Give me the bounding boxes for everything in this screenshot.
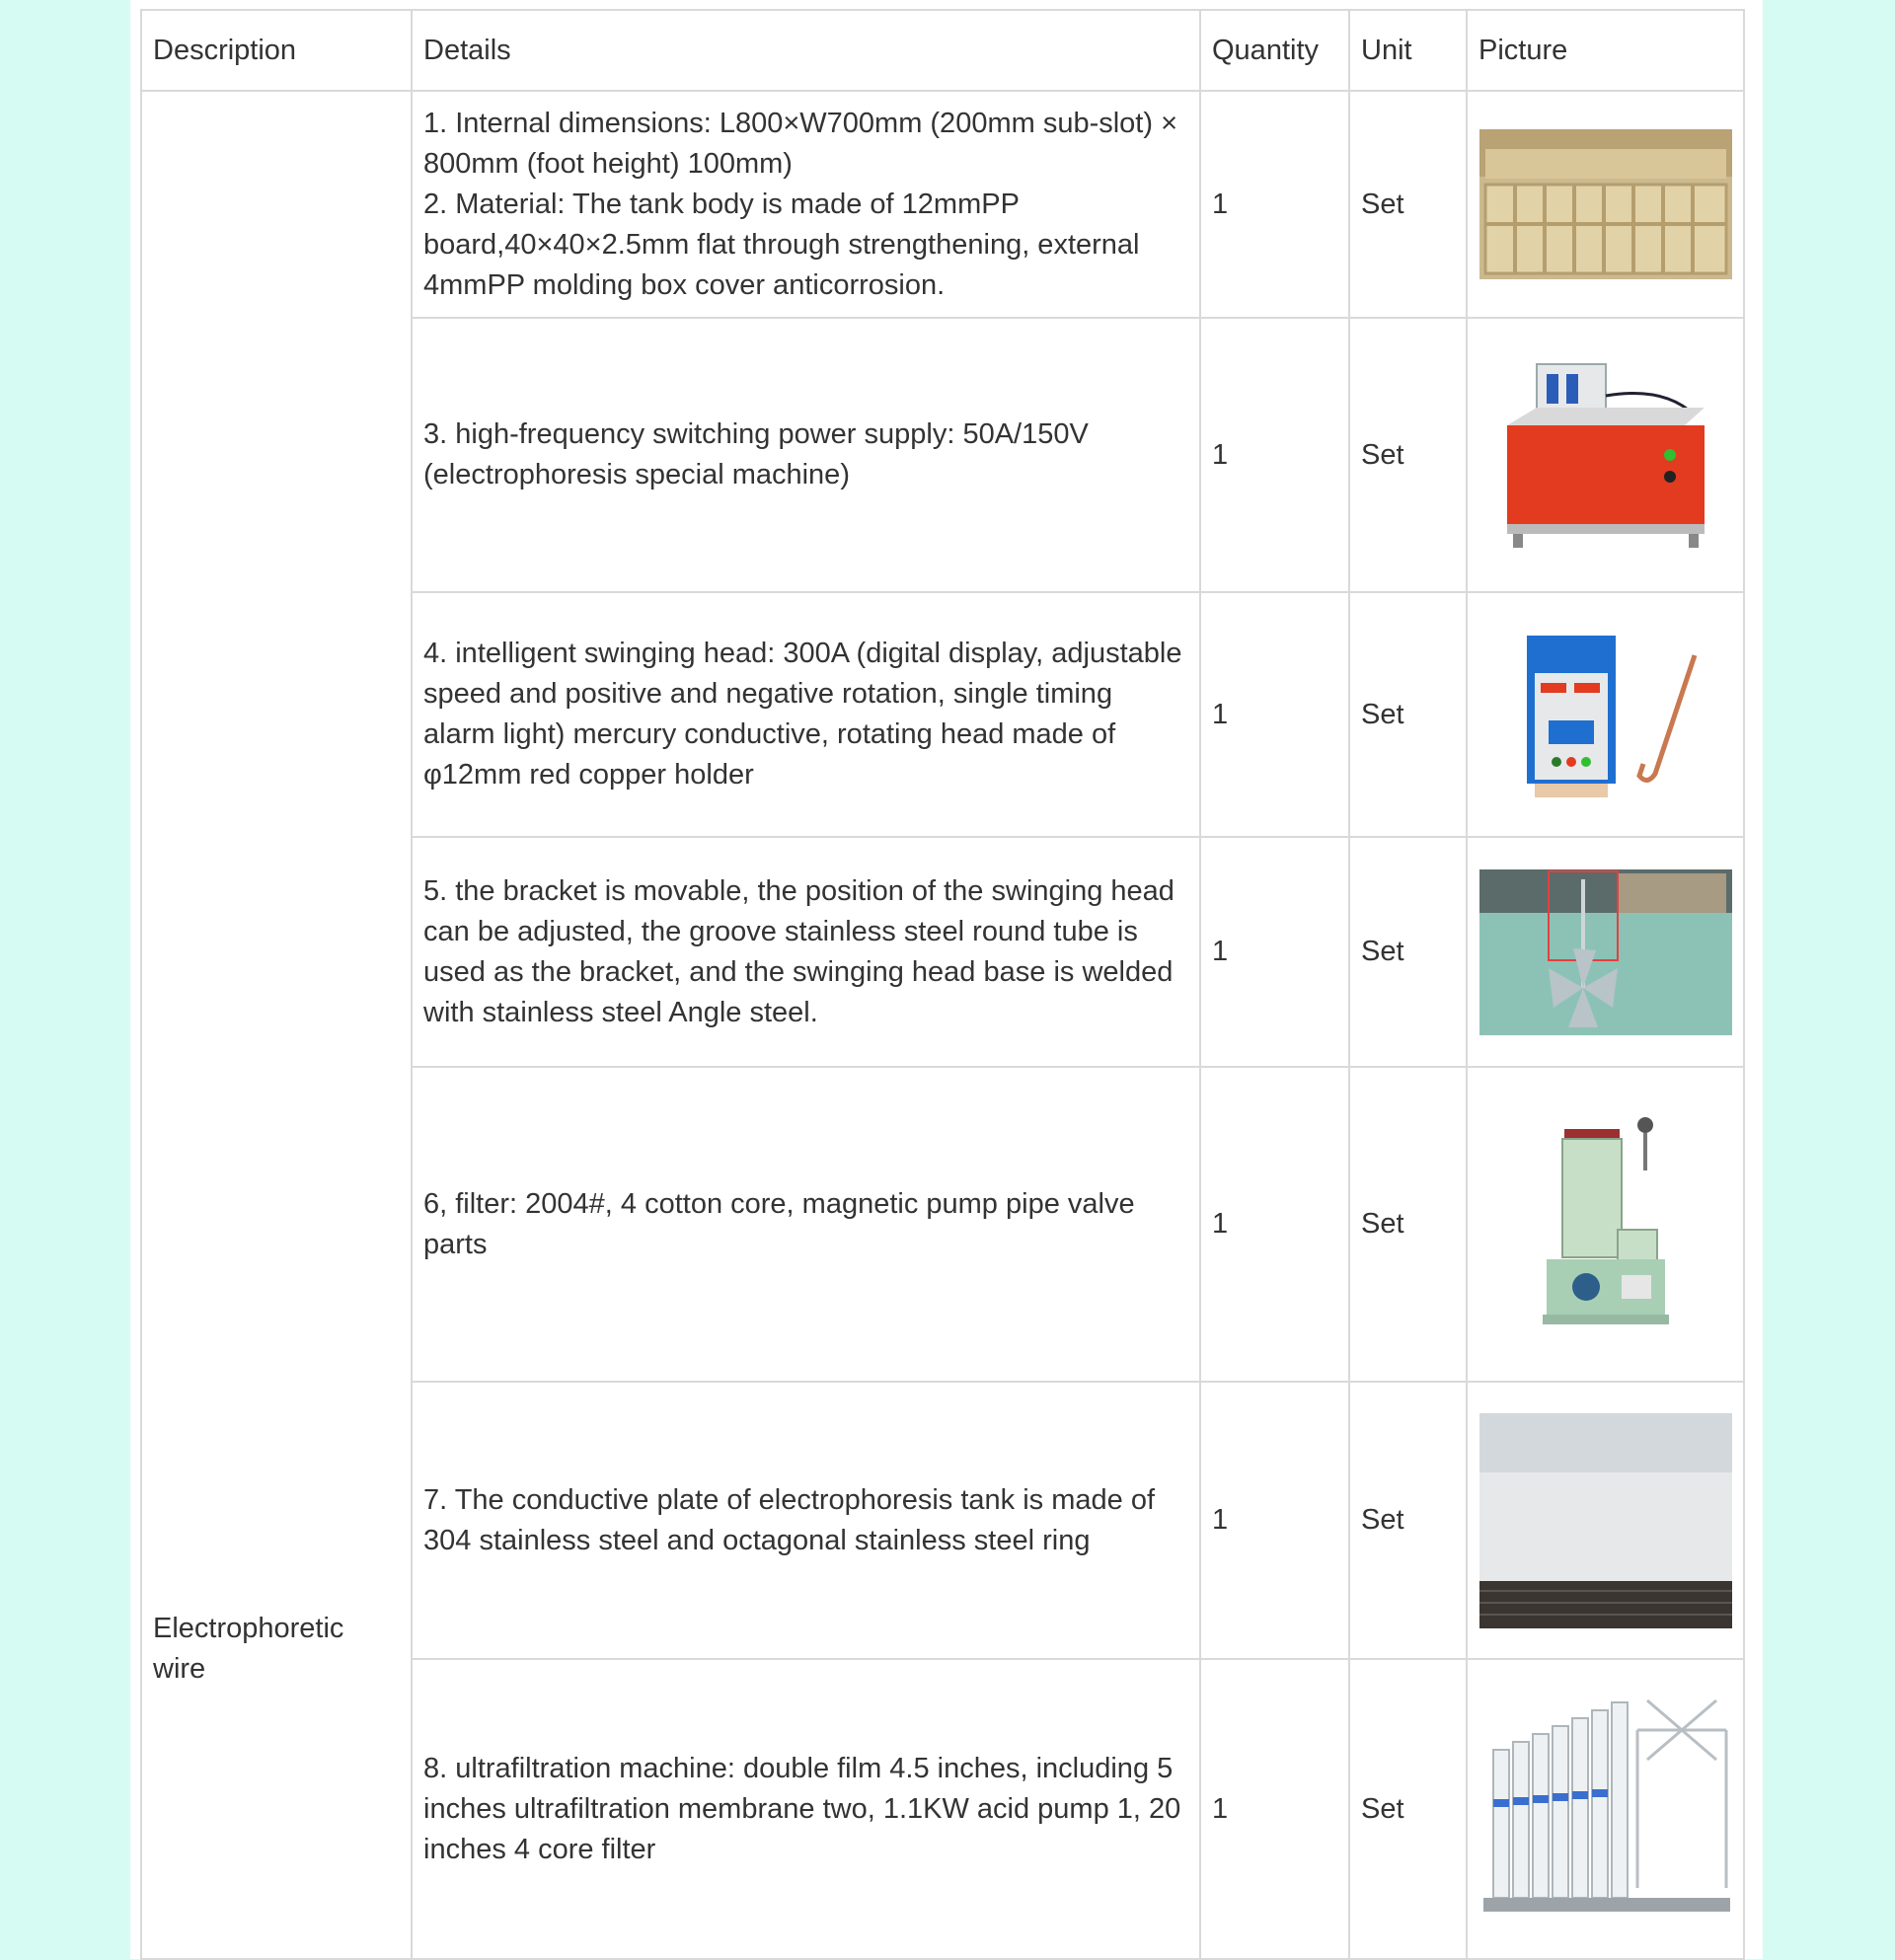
details-line: 2. Material: The tank body is made of 12mmPP board,40×40×2.5mm flat through strengthening, external 4mmPP molding box cover anticorrosion. xyxy=(423,188,1140,301)
description-cell: Electrophoretic wire xyxy=(141,91,412,1959)
quantity-cell: 1 xyxy=(1200,837,1349,1067)
details-cell xyxy=(412,837,1200,1067)
header-quantity: Quantity xyxy=(1200,10,1349,91)
quantity-cell: 1 xyxy=(1200,1659,1349,1959)
unit-cell: Set xyxy=(1349,318,1467,592)
picture-cell xyxy=(1467,1659,1744,1959)
stainless-plate-image xyxy=(1479,1413,1732,1628)
details-line: 5. the bracket is movable, the position of the swinging head can be adjusted, the groove stainless steel round tube is used as the bracket, and the swinging head base is welded with stainless steel Angle steel. xyxy=(423,874,1175,1028)
filter-pump-image xyxy=(1527,1111,1685,1338)
details-cell xyxy=(412,592,1200,837)
header-unit: Unit xyxy=(1349,10,1467,91)
details-line: 4. intelligent swinging head: 300A (digital display, adjustable speed and positive and negative rotation, single timing alarm light) mercury conductive, rotating head made of φ12mm red copper holder xyxy=(423,638,1182,791)
quantity-cell: 1 xyxy=(1200,1382,1349,1659)
details-cell xyxy=(412,1659,1200,1959)
quantity-cell: 1 xyxy=(1200,318,1349,592)
quantity-cell: 1 xyxy=(1200,1067,1349,1382)
picture-cell xyxy=(1467,1382,1744,1659)
swinging-head-controller-image xyxy=(1497,626,1714,803)
picture-cell xyxy=(1467,91,1744,318)
power-supply-image xyxy=(1497,356,1714,554)
unit-cell: Set xyxy=(1349,91,1467,318)
details-line: 7. The conductive plate of electrophoresis tank is made of 304 stainless steel and octagonal stainless steel ring xyxy=(423,1483,1156,1556)
bracket-tank-image xyxy=(1479,869,1732,1035)
unit-cell: Set xyxy=(1349,1067,1467,1382)
details-cell xyxy=(412,1067,1200,1382)
unit-cell: Set xyxy=(1349,592,1467,837)
details-cell xyxy=(412,318,1200,592)
details-cell xyxy=(412,91,1200,318)
details-line: 6, filter: 2004#, 4 cotton core, magnetic pump pipe valve parts xyxy=(423,1187,1135,1260)
page xyxy=(130,0,1763,1959)
details-line: 3. high-frequency switching power supply: 50A/150V (electrophoresis special machine) xyxy=(423,418,1089,490)
unit-cell: Set xyxy=(1349,1382,1467,1659)
details-line: 1. Internal dimensions: L800×W700mm (200mm sub-slot) × 800mm (foot height) 100mm) xyxy=(423,107,1178,180)
picture-cell xyxy=(1467,837,1744,1067)
quantity-cell: 1 xyxy=(1200,91,1349,318)
ultrafiltration-machine-image xyxy=(1479,1691,1732,1927)
pp-tank-image xyxy=(1479,129,1732,279)
spec-table xyxy=(140,9,1745,1960)
header-picture: Picture xyxy=(1467,10,1744,91)
details-cell xyxy=(412,1382,1200,1659)
table-header-row xyxy=(141,10,1744,91)
unit-cell: Set xyxy=(1349,837,1467,1067)
picture-cell xyxy=(1467,592,1744,837)
details-line: 8. ultrafiltration machine: double film 4.5 inches, including 5 inches ultrafiltration membrane two, 1.1KW acid pump 1, 20 inches 4 core filter xyxy=(423,1752,1181,1865)
unit-cell: Set xyxy=(1349,1659,1467,1959)
header-description: Description xyxy=(141,10,412,91)
table-row xyxy=(141,91,1744,318)
picture-cell xyxy=(1467,318,1744,592)
quantity-cell: 1 xyxy=(1200,592,1349,837)
header-details: Details xyxy=(412,10,1200,91)
picture-cell xyxy=(1467,1067,1744,1382)
